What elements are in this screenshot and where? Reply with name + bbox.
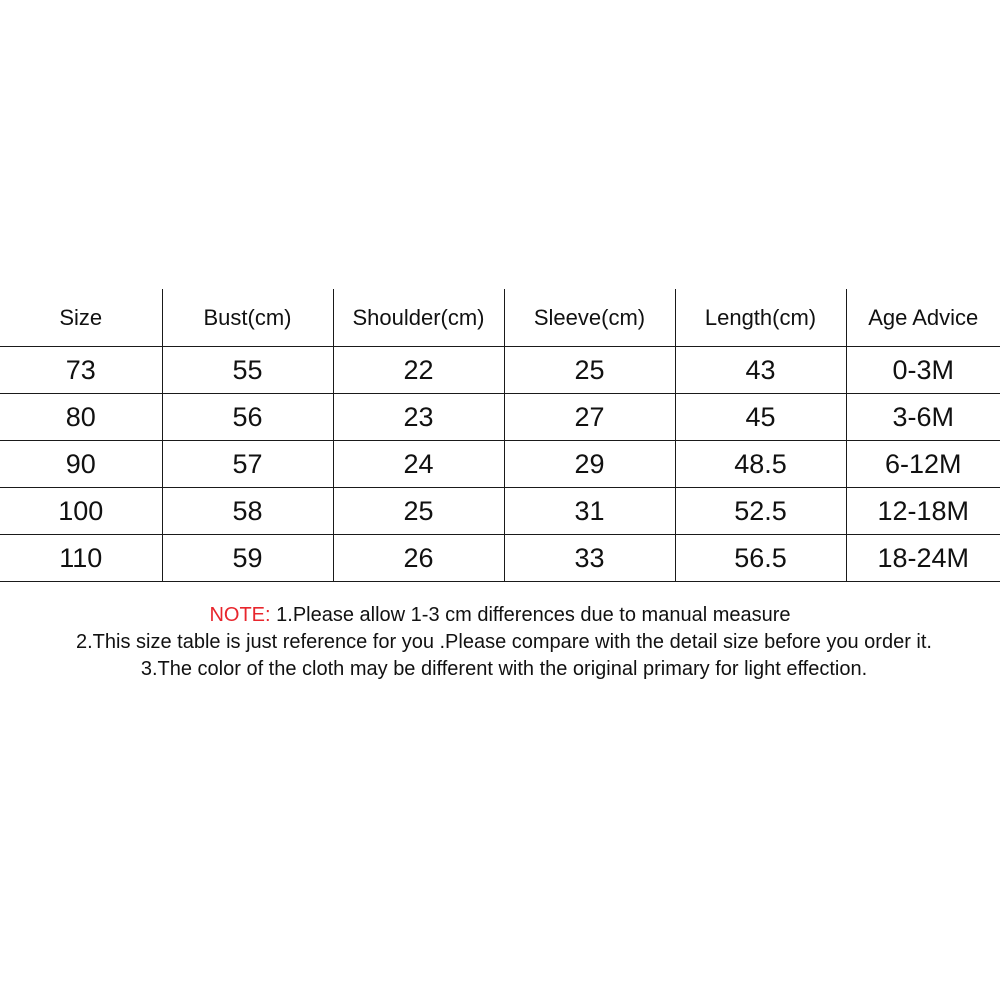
cell-age-advice: 18-24M <box>846 535 1000 582</box>
cell-shoulder: 22 <box>333 347 504 394</box>
cell-bust: 56 <box>162 394 333 441</box>
cell-bust: 58 <box>162 488 333 535</box>
cell-sleeve: 33 <box>504 535 675 582</box>
cell-sleeve: 25 <box>504 347 675 394</box>
table-row <box>0 441 1000 488</box>
size-chart-table <box>0 289 1000 582</box>
cell-sleeve: 29 <box>504 441 675 488</box>
cell-sleeve: 27 <box>504 394 675 441</box>
header-shoulder: Shoulder(cm) <box>333 289 504 347</box>
cell-length: 48.5 <box>675 441 846 488</box>
header-length: Length(cm) <box>675 289 846 347</box>
cell-size: 100 <box>0 488 162 535</box>
cell-size: 110 <box>0 535 162 582</box>
header-sleeve: Sleeve(cm) <box>504 289 675 347</box>
table-header-row <box>0 289 1000 347</box>
cell-shoulder: 26 <box>333 535 504 582</box>
cell-shoulder: 24 <box>333 441 504 488</box>
cell-age-advice: 6-12M <box>846 441 1000 488</box>
cell-size: 90 <box>0 441 162 488</box>
note-line-3: 3.The color of the cloth may be different with the original primary for light effection. <box>140 658 868 680</box>
cell-size: 73 <box>0 347 162 394</box>
size-notes <box>0 602 1000 683</box>
note-text-1: 1.Please allow 1-3 cm differences due to manual measure <box>270 604 791 626</box>
cell-length: 56.5 <box>675 535 846 582</box>
cell-shoulder: 25 <box>333 488 504 535</box>
cell-age-advice: 3-6M <box>846 394 1000 441</box>
cell-length: 43 <box>675 347 846 394</box>
note-label: NOTE: <box>209 604 271 626</box>
cell-bust: 55 <box>162 347 333 394</box>
header-bust: Bust(cm) <box>162 289 333 347</box>
note-line-2: 2.This size table is just reference for you .Please compare with the detail size before you order it. <box>76 631 932 653</box>
cell-bust: 57 <box>162 441 333 488</box>
table-row <box>0 488 1000 535</box>
cell-bust: 59 <box>162 535 333 582</box>
cell-length: 52.5 <box>675 488 846 535</box>
cell-length: 45 <box>675 394 846 441</box>
cell-sleeve: 31 <box>504 488 675 535</box>
cell-age-advice: 0-3M <box>846 347 1000 394</box>
table-row <box>0 394 1000 441</box>
cell-shoulder: 23 <box>333 394 504 441</box>
cell-size: 80 <box>0 394 162 441</box>
table-row <box>0 347 1000 394</box>
header-age-advice: Age Advice <box>846 289 1000 347</box>
table-row <box>0 535 1000 582</box>
cell-age-advice: 12-18M <box>846 488 1000 535</box>
header-size: Size <box>0 289 162 347</box>
note-line-1 <box>0 602 1000 629</box>
